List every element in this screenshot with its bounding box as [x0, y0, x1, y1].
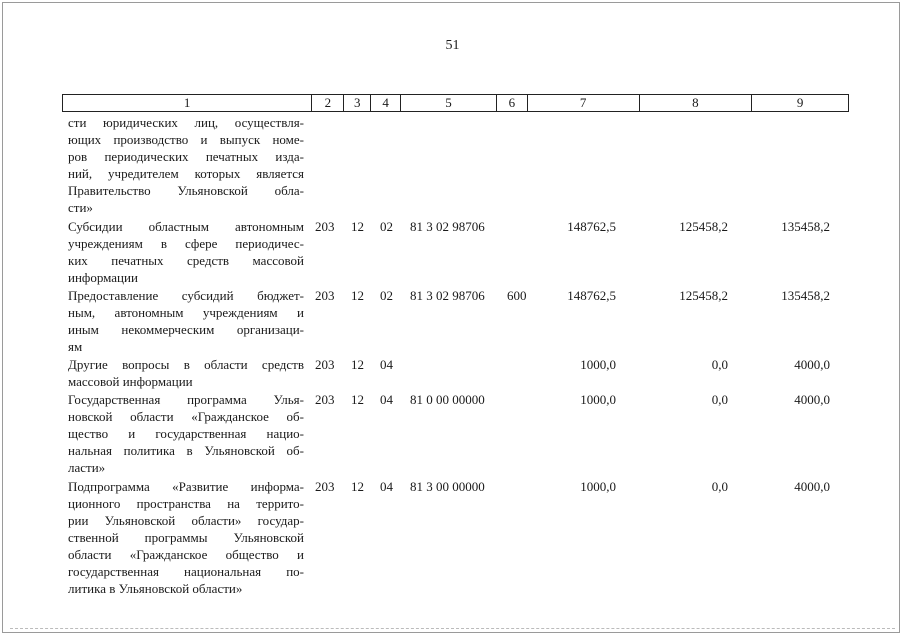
header-col-1: 1: [63, 95, 312, 111]
description-line: Другие вопросы в области средств: [68, 357, 304, 372]
cell-target-article: 81 0 00 00000: [410, 392, 485, 407]
header-col-2: 2: [312, 95, 344, 111]
description-line: новской области «Гражданское об-: [68, 409, 304, 424]
cell-amount-col9: 4000,0: [794, 392, 830, 407]
cell-amount-col7: 1000,0: [580, 357, 616, 372]
cell-section: 12: [351, 357, 364, 372]
description-line: иным некоммерческим организаци-: [68, 322, 304, 337]
cell-target-article: 81 3 00 00000: [410, 479, 485, 494]
row-description: [68, 287, 304, 355]
cell-subsection: 04: [380, 357, 393, 372]
row-description: [68, 356, 304, 390]
header-col-5: 5: [401, 95, 497, 111]
cell-ministry-code: 203: [315, 357, 335, 372]
description-line: нальная политика в Ульяновской об-: [68, 443, 304, 458]
cell-ministry-code: 203: [315, 288, 335, 303]
cell-amount-col9: 4000,0: [794, 479, 830, 494]
cell-amount-col7: 1000,0: [580, 392, 616, 407]
description-line: ких печатных средств массовой: [68, 253, 304, 268]
description-line: ний, учредителем которых является: [68, 166, 304, 181]
cell-ministry-code: 203: [315, 392, 335, 407]
cell-amount-col8: 0,0: [711, 357, 728, 372]
description-line: Предоставление субсидий бюджет-: [68, 288, 304, 303]
description-line: Правительство Ульяновской обла-: [68, 183, 304, 198]
description-line: сти юридических лиц, осуществля-: [68, 115, 304, 130]
description-line: массовой информации: [68, 374, 193, 389]
cell-section: 12: [351, 479, 364, 494]
cell-amount-col8: 125458,2: [679, 219, 728, 234]
cell-section: 12: [351, 219, 364, 234]
description-line: учреждениям в сфере периодичес-: [68, 236, 304, 251]
cell-subsection: 04: [380, 392, 393, 407]
row-description: [68, 478, 304, 597]
description-line: ям: [68, 339, 83, 354]
cell-section: 12: [351, 392, 364, 407]
page-number: 51: [445, 38, 460, 53]
cell-amount-col7: 1000,0: [580, 479, 616, 494]
description-line: Подпрограмма «Развитие информа-: [68, 479, 304, 494]
cell-target-article: 81 3 02 98706: [410, 288, 485, 303]
cell-subsection: 02: [380, 219, 393, 234]
row-description: [68, 114, 304, 216]
description-line: щество и государственная нацио-: [68, 426, 304, 441]
row-description: [68, 391, 304, 476]
header-col-8: 8: [640, 95, 753, 111]
cell-ministry-code: 203: [315, 219, 335, 234]
description-line: Государственная программа Улья-: [68, 392, 304, 407]
description-line: сти»: [68, 200, 93, 215]
header-col-7: 7: [528, 95, 640, 111]
cell-amount-col7: 148762,5: [567, 288, 616, 303]
description-line: ционного пространства на террито-: [68, 496, 304, 511]
cell-section: 12: [351, 288, 364, 303]
header-col-9: 9: [796, 95, 804, 110]
description-line: области «Гражданское общество и: [68, 547, 304, 562]
cell-amount-col9: 135458,2: [781, 288, 830, 303]
table-header: [62, 94, 849, 112]
description-line: литика в Ульяновской области»: [68, 581, 243, 596]
cell-expense-type: 600: [507, 288, 527, 303]
description-line: Субсидии областным автономным: [68, 219, 304, 234]
cell-amount-col7: 148762,5: [567, 219, 616, 234]
header-col-4: 4: [371, 95, 401, 111]
description-line: ным, автономным учреждениям и: [68, 305, 304, 320]
cell-amount-col9: 135458,2: [781, 219, 830, 234]
cell-amount-col8: 0,0: [711, 479, 728, 494]
description-line: информации: [68, 270, 138, 285]
description-line: ственной программы Ульяновской: [68, 530, 304, 545]
cell-amount-col8: 125458,2: [679, 288, 728, 303]
cell-amount-col8: 0,0: [711, 392, 728, 407]
description-line: ласти»: [68, 460, 106, 475]
header-col-6: 6: [497, 95, 528, 111]
row-description: [68, 218, 304, 286]
description-line: рии Ульяновской области» государ-: [68, 513, 304, 528]
cell-subsection: 04: [380, 479, 393, 494]
cell-target-article: 81 3 02 98706: [410, 219, 485, 234]
description-line: ющих производство и выпуск номе-: [68, 132, 304, 147]
description-line: ров периодических печатных изда-: [68, 149, 304, 164]
cell-ministry-code: 203: [315, 479, 335, 494]
description-line: государственная национальная по-: [68, 564, 304, 579]
cell-amount-col9: 4000,0: [794, 357, 830, 372]
header-col-3: 3: [344, 95, 371, 111]
cell-subsection: 02: [380, 288, 393, 303]
bottom-edge-dashes: [10, 628, 895, 630]
